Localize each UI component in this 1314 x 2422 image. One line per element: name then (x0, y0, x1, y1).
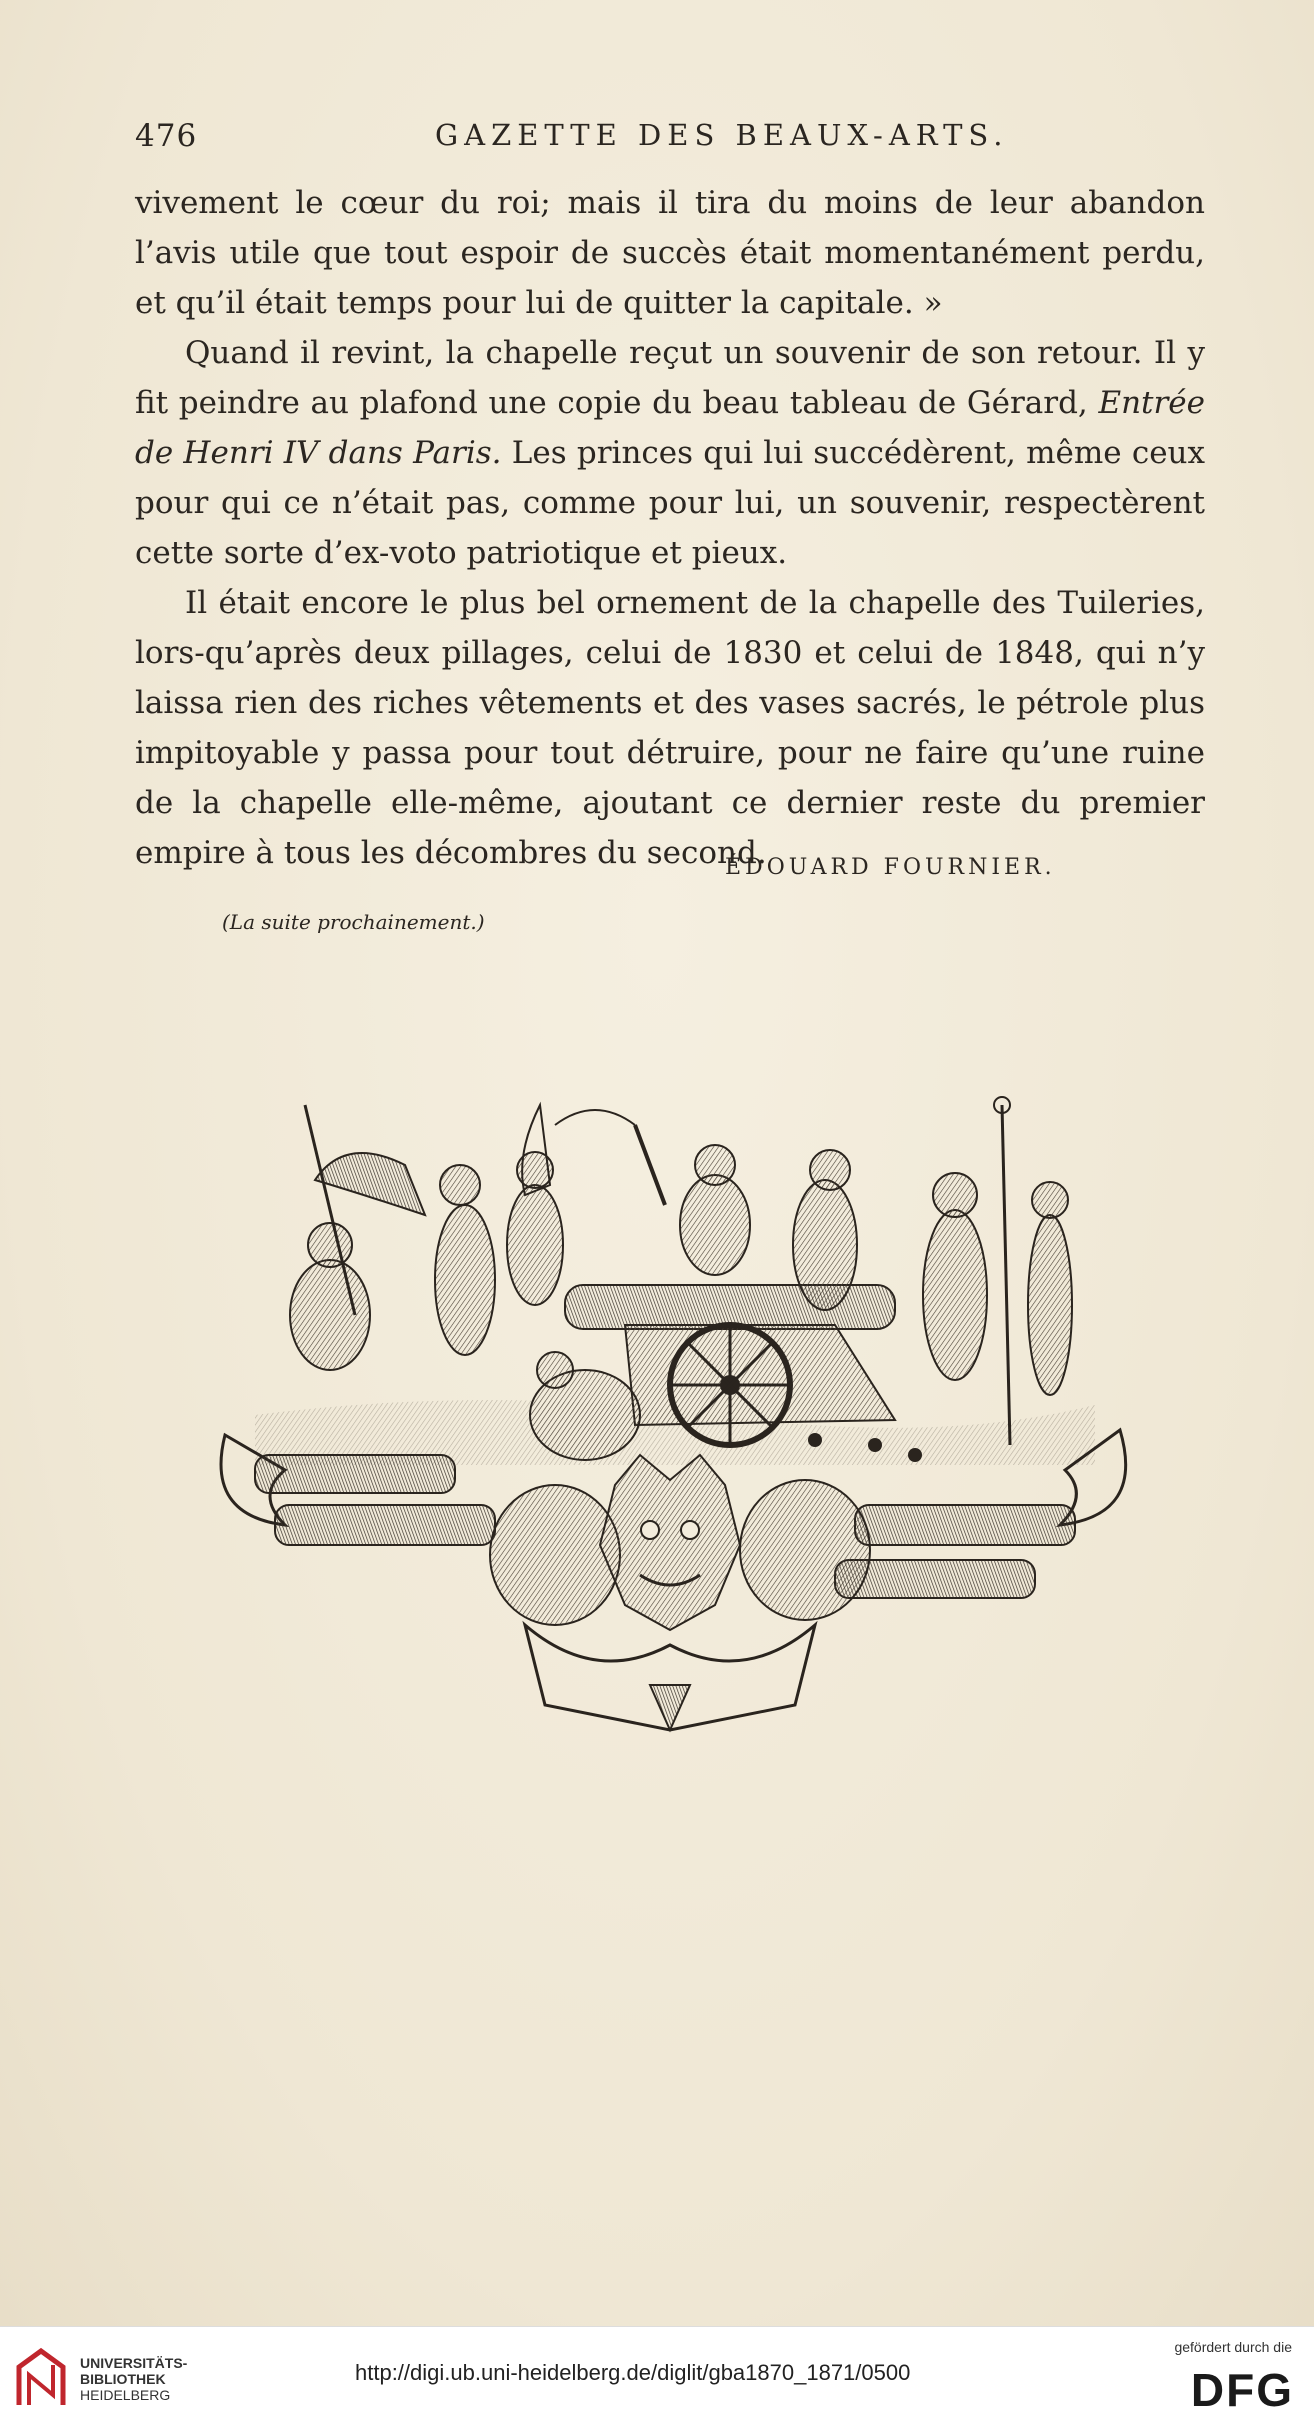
university-library-logo (14, 2347, 68, 2409)
page-number: 476 (135, 118, 198, 154)
library-name (80, 2355, 187, 2403)
continued-note: (La suite prochainement.) (222, 910, 485, 934)
paragraph-3: Il était encore le plus bel ornement de la chapelle des Tuileries, lors-qu’après deux pillages, celui de 1830 et celui de 1848, qui n’y laissa rien des riches vêtements et des vases sacrés, le pétrole plus impitoyable y passa pour tout détruire, pour ne faire qu’une ruine de la chapelle elle-même, ajoutant ce dernier reste du premier empire à tous les décombres du second. (135, 585, 1205, 871)
engraving-illustration (195, 1085, 1150, 1735)
painting-title: Entrée de Henri IV dans Paris. (135, 385, 1205, 471)
digitization-footer (0, 2326, 1314, 2422)
author-signature: ÉDOUARD FOURNIER. (725, 855, 1056, 880)
paragraph-2 (135, 328, 1205, 578)
library-line-3: HEIDELBERG (80, 2387, 171, 2403)
library-line-2: BIBLIOTHEK (80, 2371, 166, 2387)
paragraph-1: vivement le cœur du roi; mais il tira du moins de leur abandon l’avis utile que tout espoir de succès était momentanément perdu, et qu’il était temps pour lui de quitter la capitale. » (135, 185, 1205, 321)
article-body (135, 178, 1205, 878)
permalink-url[interactable]: http://digi.ub.uni-heidelberg.de/diglit/gba1870_1871/0500 (355, 2360, 911, 2385)
funded-by-label: gefördert durch die (1174, 2339, 1292, 2355)
running-head (135, 118, 1205, 158)
dfg-logo: DFG (1190, 2364, 1294, 2416)
paragraph-2-end: Les princes qui lui succédèrent, même ceux pour qui ce n’était pas, comme pour lui, un souvenir, respectèrent cette sorte d’ex-voto patriotique et pieux. (135, 435, 1205, 571)
library-line-1: UNIVERSITÄTS- (80, 2355, 188, 2371)
journal-title: GAZETTE DES BEAUX-ARTS. (435, 118, 1009, 152)
paragraph-2-start: Quand il revint, la chapelle reçut un souvenir de son retour. Il y fit peindre au plafond une copie du beau tableau de Gérard, (135, 335, 1205, 421)
